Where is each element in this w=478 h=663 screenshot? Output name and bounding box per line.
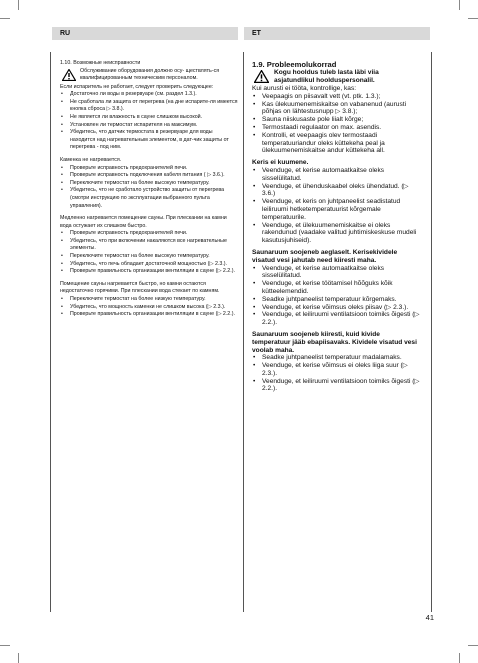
list-item: • Убедитесь, что при включении накаляются все нагревательные элементы. <box>60 238 238 253</box>
check-list <box>252 354 420 393</box>
list-item: • Veenduge, et kerise automaatkaitse oleks sisselülitatud. <box>252 167 420 183</box>
crop-mark <box>18 0 19 10</box>
warning-icon <box>62 69 76 81</box>
section-heading: 1.10. Возможные неисправности <box>60 60 141 66</box>
crop-mark <box>459 0 460 10</box>
list-item: • Veenduge, et ühenduskaabel oleks ühendatud. (▷ 3.6.) <box>252 183 420 199</box>
list-item: • Veenduge, et leiliruumi ventilatsioon toimiks õigesti (▷ 2.2.). <box>252 311 420 327</box>
crop-mark <box>468 18 478 19</box>
list-item: • Убедитесь, что датчик термостата в резервуаре для воды находится над нагревательным элементом, в дат-чик защиты от перегрева - под ним. <box>60 129 238 152</box>
ru-column <box>60 60 238 319</box>
list-item: • Seadke juhtpaneelist temperatuur kõrgemaks. <box>252 296 420 304</box>
list-item: • Veenduge, et kerise võimsus ei oleks liiga suur (▷ 2.3.). <box>252 362 420 378</box>
list-item: • Убедитесь, что печь обладает достаточной мощностью (▷ 2.3.). <box>60 261 238 269</box>
list-item: • Установлен ли термостат испарителя на максимум. <box>60 122 238 130</box>
list-item: • Проверьте правильность организации вентиляции в сауне (▷ 2.2.). <box>60 311 238 319</box>
language-tab-et: ET <box>244 27 430 40</box>
list-item: • Kas ülekuumenemiskaitse on vabanenud (aurusti põhjas on lähtestusnupp ▷ 3.8.); <box>252 101 420 117</box>
warning-note <box>252 69 420 85</box>
list-item: • Переключите термостат на более высокую температуру. <box>60 180 238 188</box>
section-heading: 1.9. Probleemolukorrad <box>252 60 337 69</box>
column-divider <box>50 52 51 612</box>
list-item: • Seadke juhtpaneelist temperatuur madalamaks. <box>252 354 420 362</box>
page-number: 41 <box>425 613 434 622</box>
check-list <box>60 165 238 211</box>
list-item: • Проверьте исправность подключения кабеля питания ( ▷ 3.6.). <box>60 172 238 180</box>
list-item: • Переключите термостат на более высокую температуру. <box>60 253 238 261</box>
list-item: • Проверьте исправность предохранителей печи. <box>60 165 238 173</box>
list-item: • Kontrolli, et veepaagis olev termostaadi temperatuuriandur oleks küttekeha peal ja ülekuumenemiskaitse andur küttekeha all. <box>252 132 420 155</box>
warning-icon <box>254 70 269 83</box>
list-item: • Убедитесь, что мощность каменки не слишком высока (▷ 2.3.). <box>60 304 238 312</box>
warning-text: Kogu hooldus tuleb lasta läbi viia asjatundlikul hoolduspersonalil. <box>274 69 379 84</box>
check-list <box>252 167 420 245</box>
list-item: • Veenduge, et kerise töötamisel hõõguks kõik kütteelemendid. <box>252 280 420 296</box>
intro-text: Если испаритель не работает, следует проверить следующее: <box>60 83 214 90</box>
check-list <box>60 296 238 319</box>
intro-text: Kui aurusti ei tööta, kontrollige, kas: <box>252 85 357 92</box>
list-item: • Sauna niiskusaste pole liialt kõrge; <box>252 116 420 124</box>
crop-mark <box>459 653 460 663</box>
subheading: Каменка не нагревается. <box>60 156 122 163</box>
list-item: • Проверьте исправность предохранителей печи. <box>60 230 238 238</box>
check-list <box>60 230 238 276</box>
list-item: • Достаточно ли воды в резервуаре (см. раздел 1.3.). <box>60 91 238 99</box>
warning-note <box>60 68 238 84</box>
subheading: Saunaruum soojeneb kiiresti, kuid kivide temperatuur jääb ebapiisavaks. Kividele visatud vesi voolab maha. <box>252 330 417 354</box>
list-item: • Не сработала ли защита от перегрева (на дне испарите-ля имеется кнопка сброса ▷ 3.8.). <box>60 99 238 114</box>
list-item: • Veenduge, et ülekuumenemiskaitse ei oleks rakendunud (vaadake valitud juhtimiskeskuse mudeli kasutusjuhiseid). <box>252 222 420 245</box>
list-item: • Veenduge, et leiliruumi ventilatsioon toimiks õigesti (▷ 2.2.). <box>252 378 420 394</box>
column-divider <box>243 52 244 612</box>
warning-text: Обслуживание оборудования должно осу- ществлять-ся квалифицированным техническим персоналом. <box>80 67 220 82</box>
list-item: • Veenduge, et keris on juhtpaneelist seadistatud leiliruumi hetketemperatuurist kõrgemale temperatuurile. <box>252 198 420 221</box>
subheading: Saunaruum soojeneb aeglaselt. Kerisekividele visatud vesi jahutab need kiiresti maha. <box>252 248 398 264</box>
language-tab-ru: RU <box>52 27 238 40</box>
list-item: • Veenduge, et kerise võimsus oleks piisav (▷ 2.3.). <box>252 304 420 312</box>
et-column <box>252 60 420 393</box>
subheading: Keris ei kuumene. <box>252 159 309 167</box>
check-list <box>60 91 238 152</box>
list-item: • Veepaagis on piisavalt vett (vt. ptk. 1.3.); <box>252 93 420 101</box>
subheading: Помещение сауны нагревается быстро, но камни остаются недостаточно горячими. При плескании вода стекает по камням. <box>60 280 220 295</box>
crop-mark <box>0 645 10 646</box>
list-item: • Не является ли влажность в сауне слишком высокой. <box>60 114 238 122</box>
crop-mark <box>0 18 10 19</box>
crop-mark <box>468 645 478 646</box>
list-item: • Veenduge, et kerise automaatkaitse oleks sisselülitatud. <box>252 265 420 281</box>
crop-mark <box>18 653 19 663</box>
check-list <box>252 265 420 327</box>
list-item: • Проверьте правильность организации вентиляции в сауне (▷ 2.2.). <box>60 268 238 276</box>
list-item: • Убедитесь, что не сработало устройство защиты от перегрева (смотри инструкцию по эксплуатации выбранного пульта управления). <box>60 187 238 210</box>
check-list <box>252 93 420 155</box>
list-item: • Termostaadi regulaator on max. asendis. <box>252 124 420 132</box>
column-divider <box>431 52 432 612</box>
subheading: Медленно нагревается помещение сауны. При плескании на камни вода остужает их слишком быстро. <box>60 215 227 229</box>
list-item: • Переключите термостат на более низкую температуру. <box>60 296 238 304</box>
